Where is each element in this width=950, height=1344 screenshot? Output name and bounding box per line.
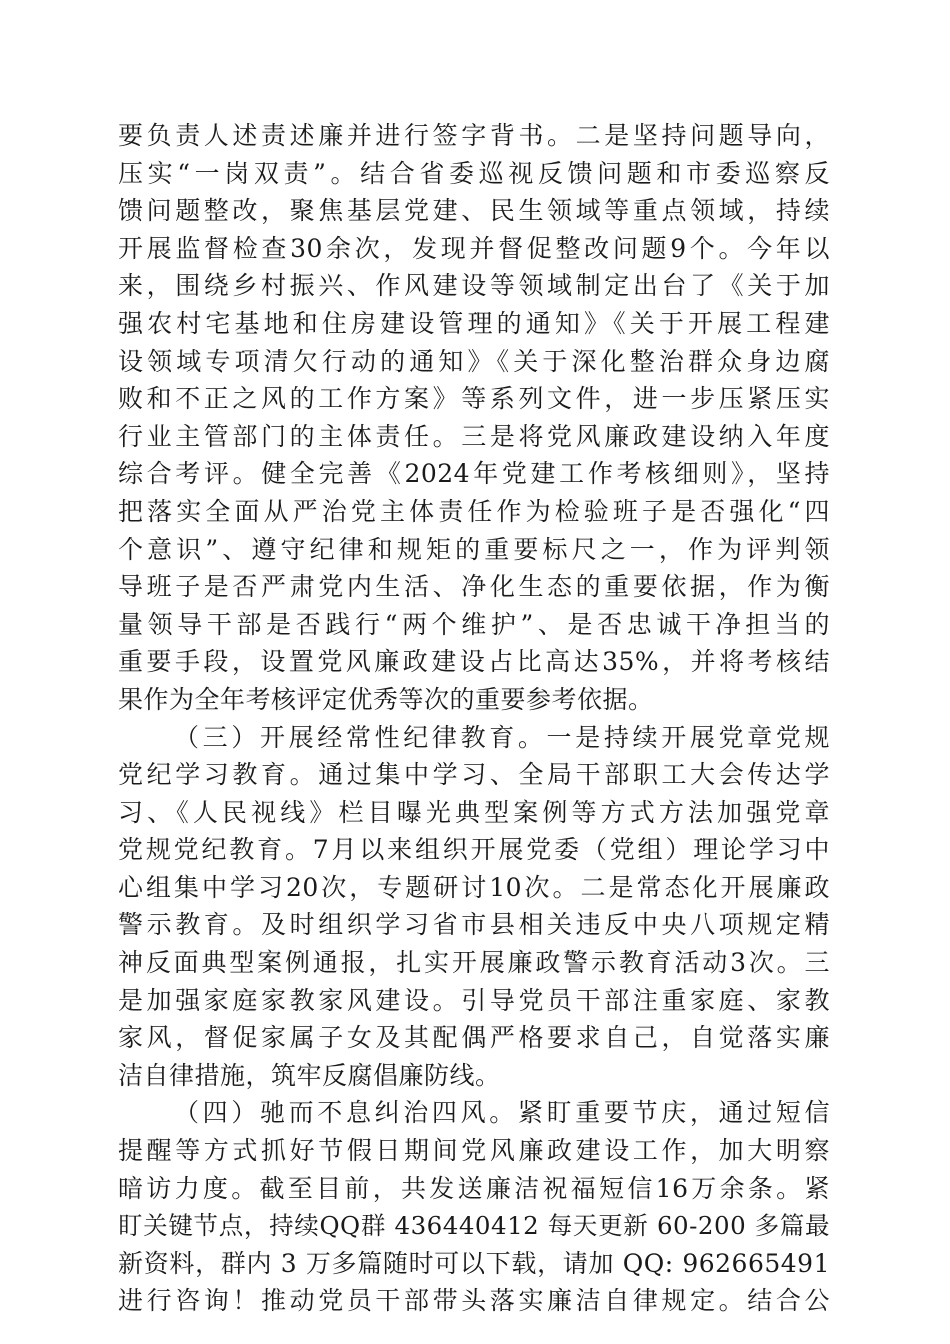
text-line: 警示教育。及时组织学习省市县相关违反中央八项规定精	[118, 910, 830, 940]
text-line: 洁自律措施，筑牢反腐倡廉防线。	[118, 1060, 501, 1090]
text-line: 行业主管部门的主体责任。三是将党风廉政建设纳入年度	[118, 421, 830, 451]
text-line: 馈问题整改，聚焦基层党建、民生领域等重点领域，持续	[118, 196, 830, 226]
text-line: 败和不正之风的工作方案》等系列文件，进一步压紧压实	[118, 384, 830, 414]
text-line: 把落实全面从严治党主体责任作为检验班子是否强化“四	[118, 496, 830, 526]
text-line: 个意识”、遵守纪律和规矩的重要标尺之一，作为评判领	[118, 534, 830, 564]
text-line: 党纪学习教育。通过集中学习、全局干部职工大会传达学	[118, 760, 830, 790]
paragraph-start-line: （四）驰而不息纠治四风。紧盯重要节庆，通过短信	[174, 1098, 830, 1128]
text-line: 神反面典型案例通报，扎实开展廉政警示教育活动3次。三	[118, 948, 830, 978]
text-line: 开展监督检查30余次，发现并督促整改问题9个。今年以	[118, 233, 830, 263]
text-line: 进行咨询！推动党员干部带头落实廉洁自律规定。结合公	[118, 1286, 830, 1316]
text-line: 盯关键节点，持续QQ群 436440412 每天更新 60-200 多篇最	[118, 1211, 830, 1241]
text-line: 党规党纪教育。7月以来组织开展党委（党组）理论学习中	[118, 835, 830, 865]
text-line: 心组集中学习20次，专题研讨10次。二是常态化开展廉政	[118, 872, 830, 902]
text-line: 提醒等方式抓好节假日期间党风廉政建设工作，加大明察	[118, 1136, 830, 1166]
text-line: 量领导干部是否践行“两个维护”、是否忠诚干净担当的	[118, 609, 830, 639]
text-line: 果作为全年考核评定优秀等次的重要参考依据。	[118, 684, 654, 714]
text-line: 家风，督促家属子女及其配偶严格要求自己，自觉落实廉	[118, 1023, 830, 1053]
text-line: 是加强家庭家教家风建设。引导党员干部注重家庭、家教	[118, 985, 830, 1015]
text-line: 压实“一岗双责”。结合省委巡视反馈问题和市委巡察反	[118, 158, 830, 188]
text-line: 习、《人民视线》栏目曝光典型案例等方式方法加强党章	[118, 797, 830, 827]
text-line: 来，围绕乡村振兴、作风建设等领域制定出台了《关于加	[118, 271, 830, 301]
text-line: 设领域专项清欠行动的通知》《关于深化整治群众身边腐	[118, 346, 830, 376]
text-line: 导班子是否严肃党内生活、净化生态的重要依据，作为衡	[118, 572, 830, 602]
text-line: 要负责人述责述廉并进行签字背书。二是坚持问题导向，	[118, 121, 830, 150]
text-line: 重要手段，设置党风廉政建设占比高达35%，并将考核结	[118, 647, 830, 677]
text-line: 综合考评。健全完善《2024年党建工作考核细则》，坚持	[118, 459, 830, 489]
paragraph-start-line: （三）开展经常性纪律教育。一是持续开展党章党规	[174, 722, 830, 752]
document-body	[118, 117, 830, 1320]
text-line: 新资料，群内 3 万多篇随时可以下载，请加 QQ: 962665491	[118, 1248, 830, 1278]
text-line: 暗访力度。截至目前，共发送廉洁祝福短信16万余条。紧	[118, 1173, 830, 1203]
text-line: 强农村宅基地和住房建设管理的通知》《关于开展工程建	[118, 308, 830, 338]
